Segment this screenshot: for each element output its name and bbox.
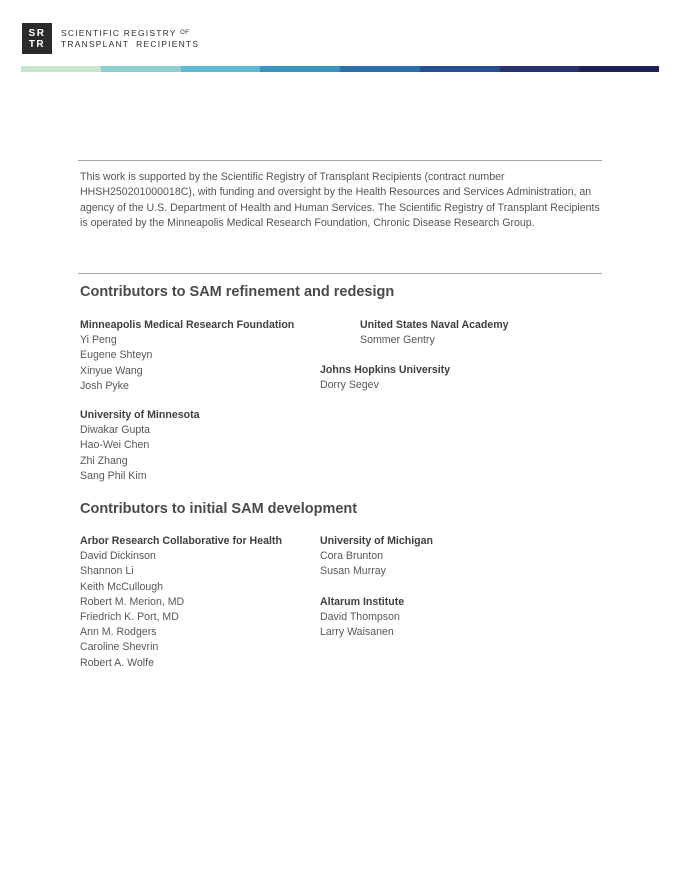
color-bar-segment-4 (260, 66, 340, 72)
contributor-name: David Dickinson (80, 550, 156, 563)
org-name: Minneapolis Medical Research Foundation (80, 319, 295, 331)
org-umn (80, 408, 200, 484)
funding-statement: This work is supported by the Scientific Registry of Transplant Recipients (contract number HHSH250201000018C), with funding and oversight by the Health Resources and Services Administration, an agency of the U.S. Department of Health and Human Services. The Scientific Registry of Transplant Recipients is operated by the Minneapolis Medical Research Foundation, Chronic Disease Research Group. (80, 171, 600, 230)
contributor-name: Friedrich K. Port, MD (80, 611, 179, 624)
org-usna (360, 318, 509, 348)
color-bar-segment-3 (181, 66, 261, 72)
color-bar-segment-8 (579, 66, 659, 72)
contributor-name: Dorry Segev (320, 379, 379, 392)
org-name: Johns Hopkins University (320, 364, 451, 376)
color-bar-segment-2 (101, 66, 181, 72)
color-bar-segment-6 (420, 66, 500, 72)
contributor-name: Josh Pyke (80, 379, 129, 392)
contributor-name: Sang Phil Kim (80, 469, 147, 482)
contributor-name: Robert A. Wolfe (80, 656, 154, 669)
header-color-bar (21, 66, 659, 72)
logo-line-2: TR (28, 38, 46, 50)
contributor-name: Caroline Shevrin (80, 641, 159, 654)
color-bar-segment-7 (500, 66, 580, 72)
org-jhu (320, 363, 450, 393)
contributor-name: Ann M. Rodgers (80, 626, 157, 639)
contributor-name: Hao-Wei Chen (80, 439, 150, 452)
contributor-name: Susan Murray (320, 565, 386, 578)
logo-title-of: OF (180, 30, 190, 36)
org-altarum (320, 595, 404, 641)
contributor-name: Zhi Zhang (80, 454, 128, 467)
divider-top (78, 160, 602, 161)
logo-title-line-1: SCIENTIFIC REGISTRY (61, 28, 177, 38)
section-title-initial: Contributors to initial SAM development (80, 501, 358, 517)
contributor-name: Shannon Li (80, 565, 134, 578)
contributor-name: Robert M. Merion, MD (80, 595, 185, 608)
contributor-name: Keith McCullough (80, 580, 164, 593)
contributor-name: Sommer Gentry (360, 334, 435, 347)
contributor-name: David Thompson (320, 611, 400, 624)
logo-wordmark (61, 28, 221, 50)
contributor-name: Larry Waisanen (320, 626, 394, 639)
contributor-name: Xinyue Wang (80, 364, 143, 377)
org-name: University of Minnesota (80, 409, 200, 421)
org-name: Altarum Institute (320, 596, 405, 608)
org-name: University of Michigan (320, 535, 434, 547)
divider-middle (78, 273, 602, 274)
logo-title-line-2: TRANSPLANT RECIPIENTS (61, 39, 200, 49)
srtr-logo[interactable] (22, 23, 52, 54)
org-name: Arbor Research Collaborative for Health (80, 535, 282, 547)
contributor-name: Cora Brunton (320, 550, 384, 563)
contributor-name: Diwakar Gupta (80, 424, 151, 437)
color-bar-segment-1 (21, 66, 101, 72)
org-arbor (80, 534, 282, 671)
contributor-name: Yi Peng (80, 334, 117, 347)
org-name: United States Naval Academy (360, 319, 509, 331)
logo-line-1: SR (28, 27, 46, 39)
org-mmrf (80, 318, 294, 394)
org-umich (320, 534, 433, 580)
color-bar-segment-5 (340, 66, 420, 72)
contributor-name: Eugene Shteyn (80, 349, 153, 362)
section-title-refinement: Contributors to SAM refinement and redesign (80, 284, 395, 300)
